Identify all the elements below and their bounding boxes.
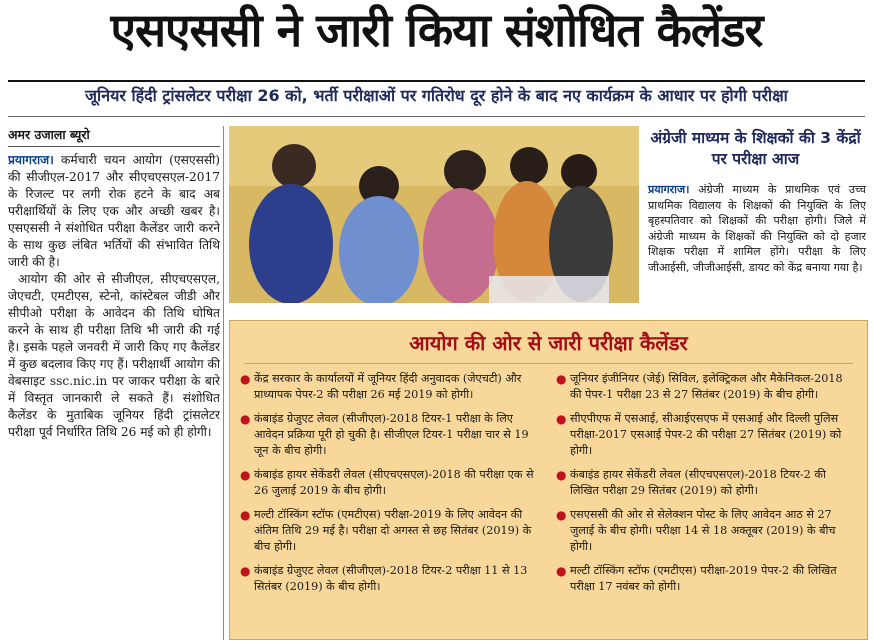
- calendar-item-text: कंबाइंड हायर सेकेंडरी लेवल (सीएचएसएल)-2018 टियर-2 की लिखित परीक्षा 29 सितंबर (2019) को होगी।: [570, 468, 826, 497]
- bullet-icon: ●: [240, 564, 251, 578]
- calendar-item: [240, 371, 540, 403]
- bullet-icon: ●: [240, 372, 251, 386]
- sub-rule: [8, 116, 865, 117]
- subheadline: जूनियर हिंदी ट्रांसलेटर परीक्षा 26 को, भर्ती परीक्षाओं पर गतिरोध दूर होने के बाद नए कार्यक्रम के आधार पर होगी परीक्षा: [85, 86, 788, 105]
- side-story-text: अंग्रेजी माध्यम के प्राथमिक एवं उच्च प्राथमिक विद्यालय के शिक्षकों की नियुक्ति के लिए बृहस्पतिवार को शिक्षकों की परीक्षा होगी। जिले में अंग्रेजी माध्यम के शिक्षकों की नियुक्ति को दो हजार शिक्षक परीक्षा में शामिल होंगे। परीक्षा के लिए जीआईसी, जीजीआईसी, डायट को केंद्र बनाया गया है।: [648, 183, 866, 274]
- side-story-body: [648, 182, 866, 275]
- byline: अमर उजाला ब्यूरो: [8, 126, 220, 147]
- calendar-item: [556, 411, 856, 459]
- calendar-item-text: कंबाइंड ग्रेजुएट लेवल (सीजीएल)-2018 टियर-2 परीक्षा 11 से 13 सितंबर (2019) के बीच होगी।: [254, 564, 528, 593]
- bullet-icon: ●: [240, 508, 251, 522]
- bullet-icon: ●: [240, 412, 251, 426]
- calendar-item: [556, 507, 856, 555]
- calendar-left-column: [240, 371, 540, 603]
- calendar-item: [240, 467, 540, 499]
- calendar-item: [240, 507, 540, 555]
- headline: एसएससी ने जारी किया संशोधित कैलेंडर: [110, 3, 763, 57]
- calendar-divider: [244, 363, 853, 364]
- calendar-item-text: कंबाइंड ग्रेजुएट लेवल (सीजीएल)-2018 टियर-1 परीक्षा के लिए आवेदन प्रक्रिया पूरी हो चुकी है। सीजीएल टियर-1 परीक्षा चार से 19 जून के बीच होगी।: [254, 412, 529, 457]
- news-photo: [229, 126, 639, 303]
- calendar-item-text: मल्टी टॉस्किंग स्टॉफ (एमटीएस) परीक्षा-2019 पेपर-2 की लिखित परीक्षा 17 नवंबर को होगी।: [570, 564, 837, 593]
- calendar-item: [240, 563, 540, 595]
- column-divider: [223, 126, 224, 640]
- dateline: प्रयागराज।: [8, 153, 54, 167]
- bullet-icon: ●: [556, 372, 567, 386]
- side-dateline: प्रयागराज।: [648, 183, 690, 196]
- calendar-item-text: सीएपीएफ में एसआई, सीआईएसएफ में एसआई और दिल्ली पुलिस परीक्षा-2017 एसआई पेपर-2 की परीक्षा 27 सितंबर (2019) को होगी।: [570, 412, 842, 457]
- calendar-right-column: [556, 371, 856, 603]
- calendar-item: [556, 371, 856, 403]
- calendar-item-text: जूनियर इंजीनियर (जेई) सिविल, इलेक्ट्रिकल और मैकेनिकल-2018 की पेपर-1 परीक्षा 23 से 27 सितंबर (2019) के बीच होगी।: [570, 372, 843, 401]
- calendar-item: [556, 467, 856, 499]
- top-rule: [8, 80, 865, 82]
- calendar-title: आयोग की ओर से जारी परीक्षा कैलेंडर: [409, 331, 688, 355]
- main-story-paragraph-2: आयोग की ओर से सीजीएल, सीएचएसएल, जेएचटी, एमटीएस, स्टेनो, कांस्टेबल जीडी और सीपीओ परीक्षा के आवेदन की तिथि घोषित करने के साथ ही परीक्षा तिथि भी जारी की गई है। इसके पहले जनवरी में जारी किए गए कैलेंडर में कुछ बदलाव किए गए हैं। परीक्षार्थी आयोग की वेबसाइट ssc.nic.in पर जाकर परीक्षा के बारे में विस्तृत जानकारी ले सकते हैं। संशोधित कैलेंडर के मुताबिक जूनियर हिंदी ट्रांसलेटर परीक्षा पूर्व निर्धारित तिथि 26 मई को ही होगी।: [8, 272, 220, 439]
- calendar-item-text: मल्टी टॉस्किंग स्टॉफ (एमटीएस) परीक्षा-2019 के लिए आवेदन की अंतिम तिथि 29 मई है। परीक्षा दो अगस्त से छह सितंबर (2019) के बीच होगी।: [254, 508, 532, 553]
- calendar-item-text: एसएससी की ओर से सेलेक्शन पोस्ट के लिए आवेदन आठ से 27 जुलाई के बीच होगी। परीक्षा 14 से 18 अक्तूबर (2019) के बीच होगी।: [570, 508, 836, 553]
- side-story-title: अंग्रेजी माध्यम के शिक्षकों की 3 केंद्रों पर परीक्षा आज: [650, 129, 861, 168]
- exam-calendar-box: [229, 320, 868, 640]
- main-story: [8, 126, 220, 640]
- bullet-icon: ●: [556, 508, 567, 522]
- calendar-item-text: कंबाइंड हायर सेकेंडरी लेवल (सीएचएसएल)-2018 की परीक्षा एक से 26 जुलाई 2019 के बीच होगी।: [254, 468, 534, 497]
- bullet-icon: ●: [556, 468, 567, 482]
- calendar-item: [556, 563, 856, 595]
- bullet-icon: ●: [556, 564, 567, 578]
- bullet-icon: ●: [240, 468, 251, 482]
- main-story-paragraph-1: [8, 152, 220, 271]
- students-photo-illustration: [229, 126, 639, 303]
- calendar-item: [240, 411, 540, 459]
- calendar-item-text: केंद्र सरकार के कार्यालयों में जूनियर हिंदी अनुवादक (जेएचटी) और प्राध्यापक पेपर-2 की परीक्षा 26 मई 2019 को होगी।: [254, 372, 522, 401]
- bullet-icon: ●: [556, 412, 567, 426]
- paragraph-text: कर्मचारी चयन आयोग (एसएससी) की सीजीएल-2017 और सीएचएसएल-2017 के रिजल्ट पर लगी रोक हटने के बाद अब परीक्षार्थियों के लिए एक और अच्छी खबर है। एसएससी ने संशोधित परीक्षा कैलेंडर जारी करने के साथ कुछ लंबित भर्तियों की संभावित तिथि जारी की है।: [8, 153, 220, 269]
